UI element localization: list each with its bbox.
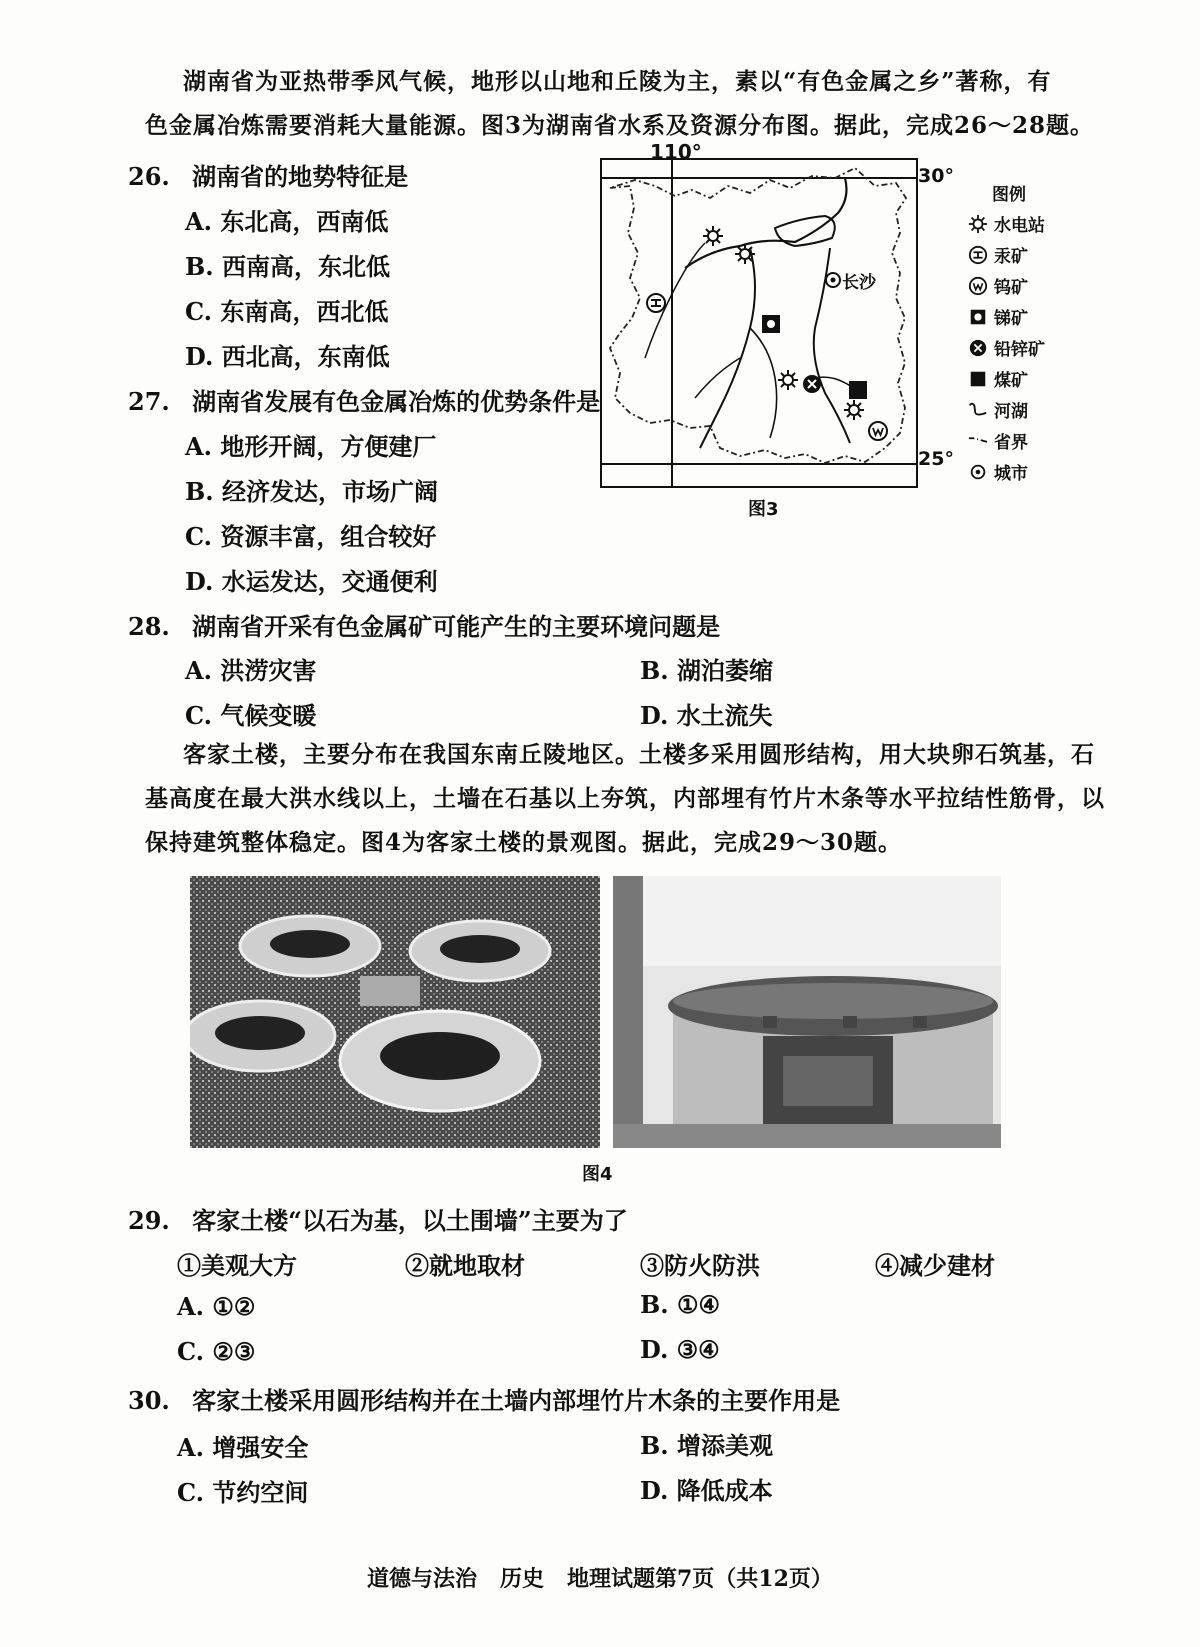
option-27-d[interactable]: D. 水运发达，交通便利 (185, 567, 438, 596)
legend-item-lead-zinc (968, 332, 1130, 363)
antimony-mine-icon (968, 307, 988, 327)
map-legend (968, 180, 1130, 487)
option-27-c[interactable]: C. 资源丰富，组合较好 (185, 522, 437, 551)
legend-item-coal (968, 363, 1130, 394)
hydropower-icon (778, 370, 798, 390)
intro-paragraph-2 (145, 733, 1145, 865)
legend-label: 汞矿 (994, 247, 1028, 267)
intro-line: 保持建筑整体稳定。图4为客家土楼的景观图。据此，完成29～30题。 (145, 829, 903, 856)
legend-item-city (968, 456, 1130, 487)
tungsten-mine-icon (869, 422, 887, 440)
city-label-changsha: 长沙 (842, 273, 876, 293)
legend-label: 城市 (994, 464, 1028, 484)
option-30-c[interactable]: C. 节约空间 (177, 1478, 309, 1507)
question-number: 29. (128, 1206, 170, 1235)
option-26-a[interactable]: A. 东北高，西南低 (185, 207, 389, 236)
option-26-b[interactable]: B. 西南高，东北低 (185, 252, 390, 281)
mercury-mine-icon (647, 294, 665, 312)
legend-item-tungsten (968, 270, 1130, 301)
map-latitude-bottom-label: 25° (918, 448, 954, 470)
page-footer: 道德与法治 历史 地理试题第7页（共12页） (367, 1566, 833, 1592)
question-27 (128, 382, 600, 417)
tulou-ground-drawing (613, 876, 1001, 1148)
option-26-c[interactable]: C. 东南高，西北低 (185, 297, 389, 326)
question-30 (128, 1381, 840, 1416)
antimony-mine-icon (762, 315, 780, 333)
river (685, 178, 846, 268)
statement-29-2: ②就地取材 (405, 1251, 525, 1280)
question-stem: 湖南省开采有色金属矿可能产生的主要环境问题是 (192, 612, 721, 641)
river (750, 328, 777, 438)
question-stem: 客家土楼“以石为基，以土围墙”主要为了 (192, 1206, 628, 1235)
option-30-a[interactable]: A. 增强安全 (177, 1433, 309, 1462)
hydropower-icon (735, 244, 755, 264)
intro-line: 基高度在最大洪水线以上，土墙在石基以上夯筑，内部埋有竹片木条等水平拉结性筋骨，以 (145, 785, 1105, 812)
legend-label: 水电站 (994, 216, 1045, 236)
lead-zinc-mine-icon (968, 338, 988, 358)
question-29 (128, 1201, 628, 1236)
province-border-icon (968, 431, 988, 451)
question-number: 26. (128, 162, 170, 191)
figure-4-caption: 图4 (582, 1164, 613, 1185)
legend-label: 省界 (994, 433, 1028, 453)
lead-zinc-mine-icon (803, 375, 821, 393)
hydropower-icon (844, 400, 864, 420)
option-29-d[interactable]: D. ③④ (640, 1335, 720, 1364)
legend-item-antimony (968, 301, 1130, 332)
city-changsha-icon (826, 273, 840, 287)
legend-item-hydropower (968, 208, 1130, 239)
statement-29-4: ④减少建材 (875, 1251, 995, 1280)
question-stem: 客家土楼采用圆形结构并在土墙内部埋竹片木条的主要作用是 (192, 1386, 841, 1415)
tulou-aerial-drawing (190, 876, 600, 1148)
intro-line: 客家土楼，主要分布在我国东南丘陵地区。土楼多采用圆形结构，用大块卵石筑基，石 (183, 741, 1095, 768)
map-drawing (600, 158, 920, 488)
province-border (610, 168, 906, 463)
legend-label: 河湖 (994, 402, 1028, 422)
river (700, 248, 755, 448)
question-number: 28. (128, 612, 170, 641)
legend-item-province-border (968, 425, 1130, 456)
question-number: 30. (128, 1386, 170, 1415)
legend-label: 铅锌矿 (994, 340, 1045, 360)
option-26-d[interactable]: D. 西北高，东南低 (185, 342, 390, 371)
tulou-ground-photo (613, 876, 1001, 1148)
question-26 (128, 157, 408, 192)
option-28-c[interactable]: C. 气候变暖 (185, 701, 317, 730)
legend-label: 煤矿 (994, 371, 1028, 391)
option-28-d[interactable]: D. 水土流失 (640, 701, 773, 730)
map-latitude-top-label: 30° (918, 165, 954, 187)
question-28 (128, 607, 720, 642)
option-27-b[interactable]: B. 经济发达，市场广阔 (185, 477, 438, 506)
city-icon (968, 462, 988, 482)
option-28-b[interactable]: B. 湖泊萎缩 (640, 656, 773, 685)
option-30-b[interactable]: B. 增添美观 (640, 1431, 773, 1460)
mercury-mine-icon (968, 245, 988, 265)
map-frame (601, 159, 917, 487)
lake-dongting (775, 216, 835, 246)
option-30-d[interactable]: D. 降低成本 (640, 1476, 773, 1505)
hydropower-icon (703, 226, 723, 246)
tulou-aerial-photo (190, 876, 600, 1148)
question-stem: 湖南省发展有色金属冶炼的优势条件是 (192, 387, 601, 416)
figure-3-caption: 图3 (748, 499, 779, 520)
legend-item-mercury (968, 239, 1130, 270)
question-stem: 湖南省的地势特征是 (192, 162, 409, 191)
option-28-a[interactable]: A. 洪涝灾害 (185, 656, 317, 685)
hydropower-icon (968, 214, 988, 234)
option-29-c[interactable]: C. ②③ (177, 1337, 256, 1366)
option-29-a[interactable]: A. ①② (177, 1292, 256, 1321)
legend-label: 钨矿 (994, 278, 1028, 298)
coal-mine-icon (849, 381, 867, 399)
intro-line: 湖南省为亚热带季风气候，地形以山地和丘陵为主，素以“有色金属之乡”著称，有 (183, 68, 1052, 95)
option-27-a[interactable]: A. 地形开阔，方便建厂 (185, 432, 437, 461)
coal-mine-icon (968, 369, 988, 389)
map-figure-3 (600, 140, 1130, 520)
map-longitude-label: 110° (650, 140, 702, 164)
intro-line: 色金属冶炼需要消耗大量能源。图3为湖南省水系及资源分布图。据此，完成26～28题。 (145, 112, 1095, 139)
legend-item-river-lake (968, 394, 1130, 425)
legend-label: 锑矿 (994, 309, 1028, 329)
tungsten-mine-icon (968, 276, 988, 296)
option-29-b[interactable]: B. ①④ (640, 1290, 721, 1319)
statement-29-1: ①美观大方 (177, 1251, 297, 1280)
river-lake-icon (968, 400, 988, 420)
legend-title: 图例 (992, 185, 1026, 205)
question-number: 27. (128, 387, 170, 416)
intro-paragraph-1 (145, 60, 1145, 148)
statement-29-3: ③防火防洪 (640, 1251, 760, 1280)
